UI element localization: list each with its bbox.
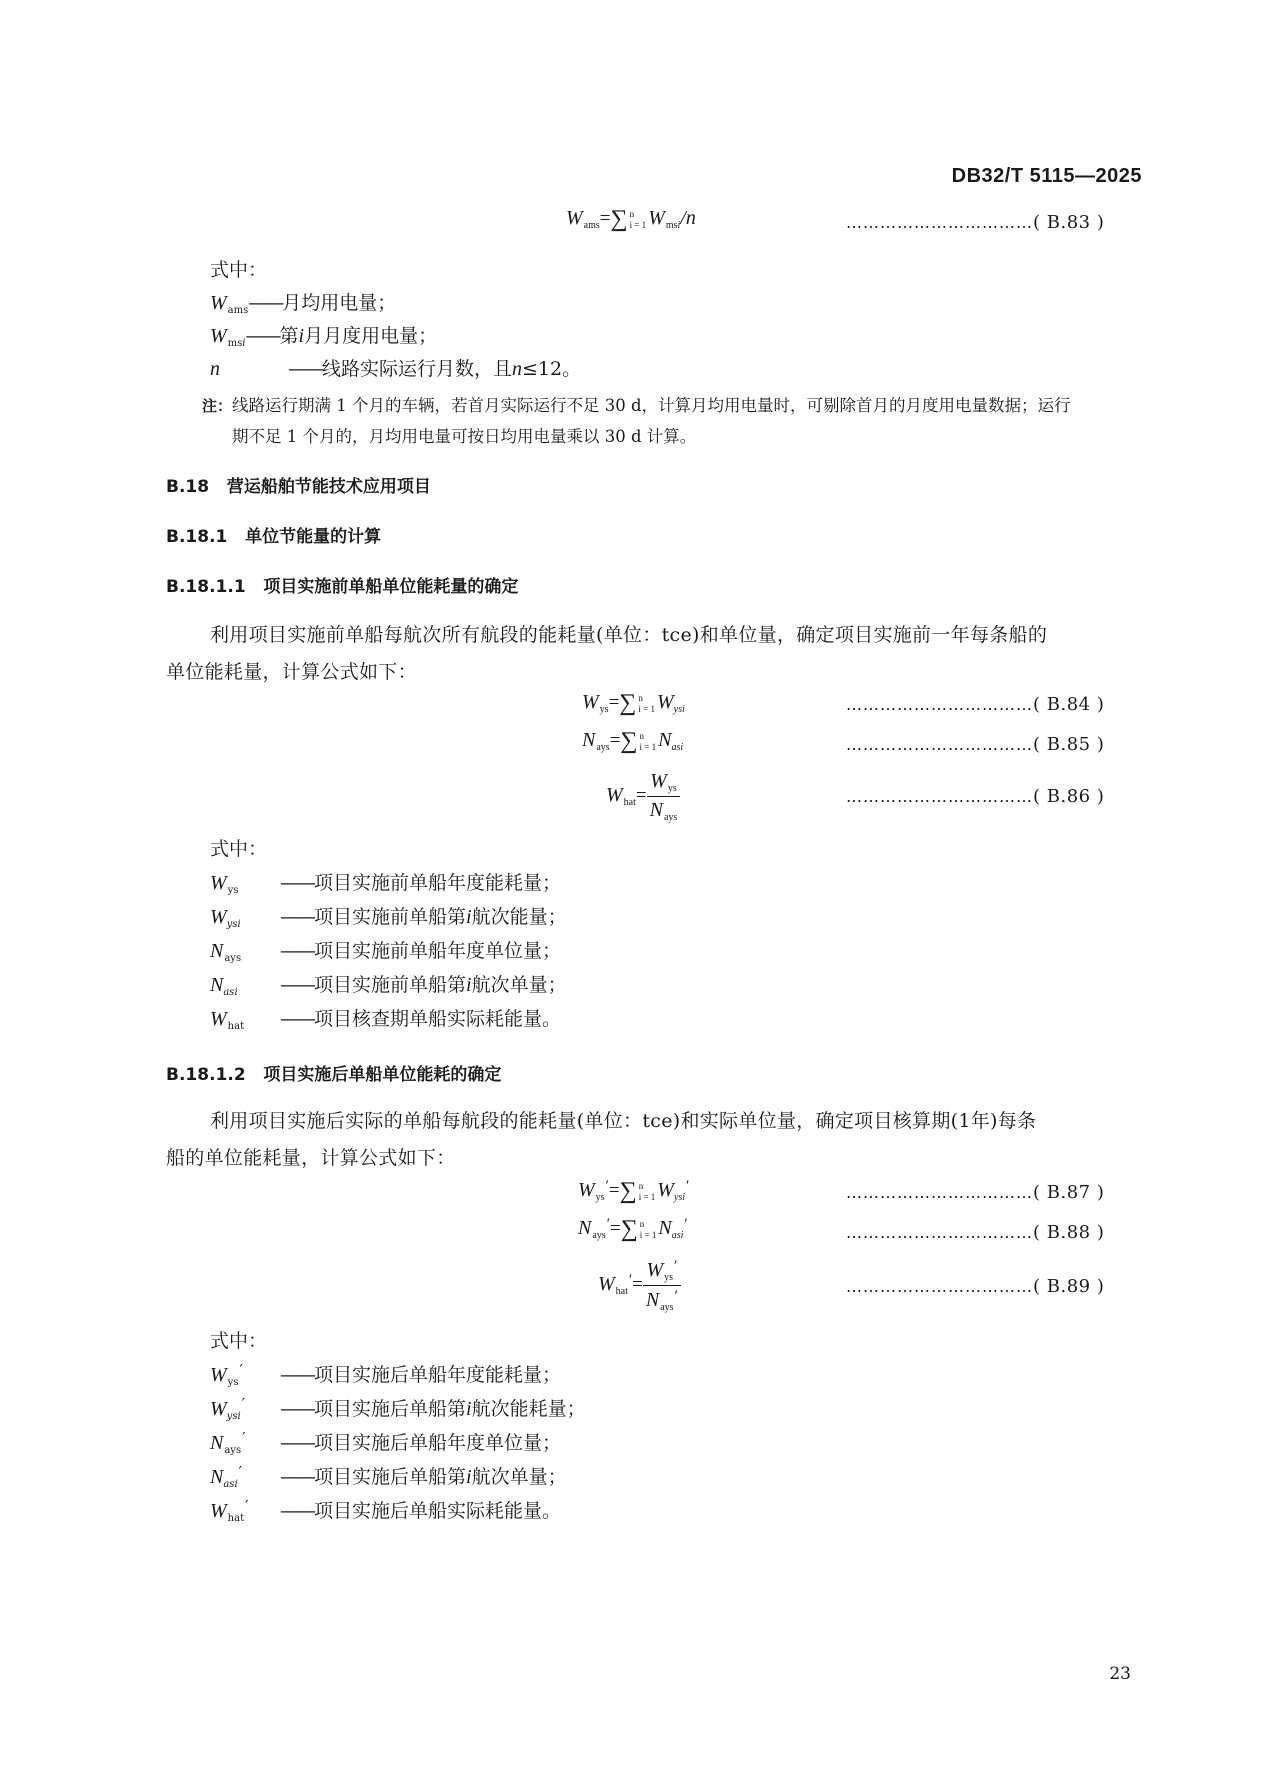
definition-w-ys-prime: $W_{ys}'$ ——项目实施后单船年度能耗量； (210, 1361, 562, 1388)
equation-b86-number: ……………………………( B.86 ) (846, 786, 1105, 807)
where-label: 式中： (210, 259, 268, 281)
equation-b85-number: ……………………………( B.85 ) (846, 734, 1105, 755)
equation-b88: $N_{ays}'=\sum$ n i = 1 $N_{asi}'$ (578, 1216, 688, 1242)
definition-w-msi: $W_{msi}——$第i月月度用电量； (210, 325, 438, 349)
section-heading-b18: B.18 营运船舶节能技术应用项目 (166, 477, 431, 497)
equation-b83: $W_{ams}=\sum$ n i = 1 $W_{msi}/n$ (566, 206, 696, 232)
equation-b89-number: ……………………………( B.89 ) (846, 1276, 1105, 1297)
definition-w-hat: $W_{hat}$ ——项目核查期单船实际耗能量。 (210, 1008, 562, 1032)
equation-b83-number: ……………………………( B.83 ) (846, 212, 1105, 233)
section-heading-b18-1: B.18.1 单位节能量的计算 (166, 527, 382, 547)
definition-w-ys: $W_{ys}$ ——项目实施前单船年度能耗量； (210, 872, 562, 896)
definition-w-ysi: $W_{ysi}$ ——项目实施前单船第i航次能量； (210, 906, 567, 930)
equation-b87-number: ……………………………( B.87 ) (846, 1182, 1105, 1203)
definition-n-ays-prime: $N_{ays}'$ ——项目实施后单船年度单位量； (210, 1429, 562, 1456)
definition-w-hat-prime: $W_{hat}'$ ——项目实施后单船实际耗能量。 (210, 1497, 562, 1524)
equation-b89: $W_{hat}'=$ $\frac{W_{ys}'}{N_{ays}'}$ (598, 1258, 681, 1313)
equation-b84-number: ……………………………( B.84 ) (846, 694, 1105, 715)
equation-b85: $N_{ays}=\sum$ n i = 1 $N_{asi}$ (582, 728, 684, 754)
page-number: 23 (1109, 1664, 1131, 1684)
equation-b86: $W_{hat}=$ $\frac{W_{ys}}{N_{ays}}$ (606, 770, 680, 823)
standard-code: DB32/T 5115—2025 (951, 165, 1142, 187)
definition-n-asi: $N_{asi}$ ——项目实施前单船第i航次单量； (210, 974, 567, 998)
where-label-3: 式中： (210, 1330, 268, 1352)
equation-b87: $W_{ys}'=\sum$ n i = 1 $W_{ysi}'$ (578, 1178, 690, 1204)
paragraph-1-line-1: 利用项目实施前单船每航次所有航段的能耗量(单位：tce)和单位量，确定项目实施前一年每条船的 (210, 624, 1048, 646)
definition-n-ays: $N_{ays}$ ——项目实施前单船年度单位量； (210, 940, 562, 964)
equation-b84: $W_{ys}=\sum$ n i = 1 $W_{ysi}$ (582, 690, 685, 716)
paragraph-2-line-1: 利用项目实施后实际的单船每航段的能耗量(单位：tce)和实际单位量，确定项目核算期(1年)每条 (210, 1110, 1037, 1132)
paragraph-1-line-2: 单位能耗量，计算公式如下： (166, 661, 417, 683)
definition-n: n ——线路实际运行月数，且n≤12。 (210, 358, 582, 380)
note-line-2: 期不足 1 个月的，月均用电量可按日均用电量乘以 30 d 计算。 (232, 427, 697, 446)
section-heading-b18-1-2: B.18.1.2 项目实施后单船单位能耗的确定 (166, 1065, 502, 1085)
equation-b88-number: ……………………………( B.88 ) (846, 1222, 1105, 1243)
paragraph-2-line-2: 船的单位能耗量，计算公式如下： (166, 1147, 456, 1169)
definition-w-ysi-prime: $W_{ysi}'$ ——项目实施后单船第i航次能耗量； (210, 1395, 586, 1422)
definition-n-asi-prime: $N_{asi}'$ ——项目实施后单船第i航次单量； (210, 1463, 567, 1490)
note-line-1: 注：线路运行期满 1 个月的车辆，若首月实际运行不足 30 d，计算月均用电量时，可剔除首月的月度用电量数据；运行 (202, 396, 1071, 415)
where-label-2: 式中： (210, 838, 268, 860)
definition-w-ams: $W_{ams}——$月均用电量； (210, 292, 397, 316)
section-heading-b18-1-1: B.18.1.1 项目实施前单船单位能耗量的确定 (166, 577, 519, 597)
